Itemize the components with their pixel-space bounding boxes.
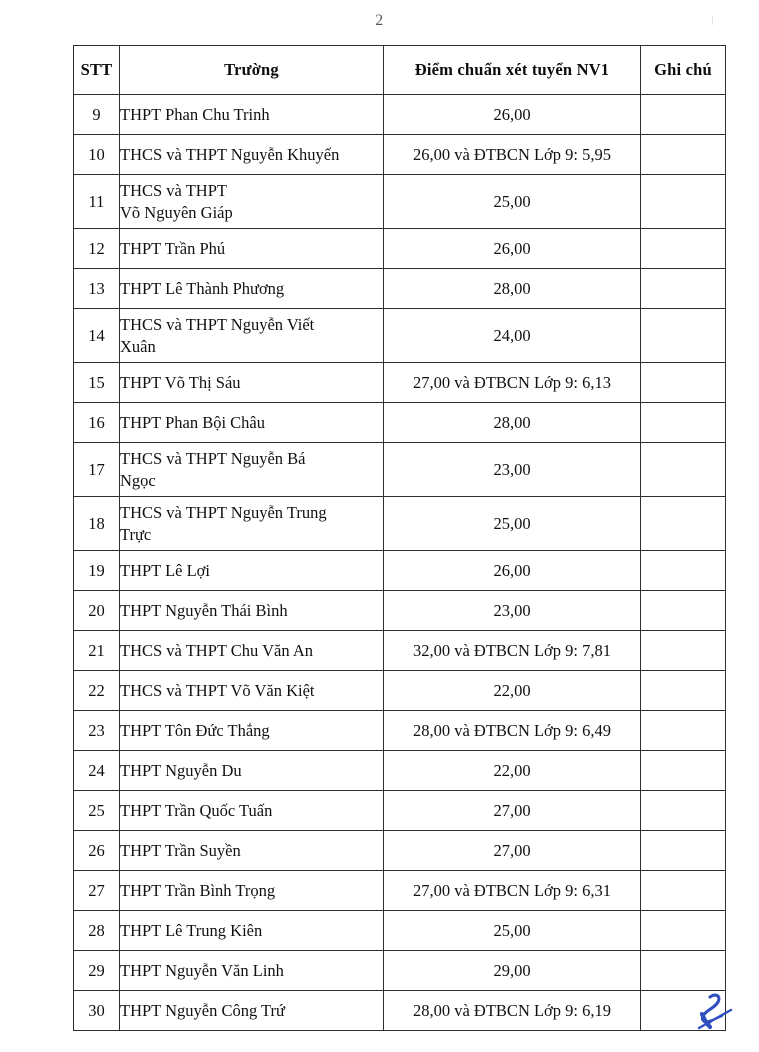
cell-score: 28,00 (384, 269, 641, 309)
table-row (74, 831, 726, 871)
cell-note (641, 951, 726, 991)
cell-school-name (120, 711, 384, 751)
cell-score: 24,00 (384, 309, 641, 363)
cell-school-name (120, 175, 384, 229)
table-row (74, 443, 726, 497)
cell-note (641, 751, 726, 791)
cell-score: 27,00 và ĐTBCN Lớp 9: 6,13 (384, 363, 641, 403)
table-row (74, 591, 726, 631)
table-row (74, 951, 726, 991)
school-name-line: THCS và THPT Nguyễn Khuyến (120, 144, 340, 164)
cell-stt: 26 (74, 831, 120, 871)
cell-school-name (120, 363, 384, 403)
cell-score: 28,00 và ĐTBCN Lớp 9: 6,49 (384, 711, 641, 751)
cell-score: 27,00 (384, 831, 641, 871)
cell-note (641, 175, 726, 229)
cell-note (641, 631, 726, 671)
table-row (74, 363, 726, 403)
cell-score: 22,00 (384, 751, 641, 791)
cell-score: 23,00 (384, 443, 641, 497)
cell-school-name (120, 403, 384, 443)
school-name-line: THPT Trần Bình Trọng (120, 880, 276, 900)
school-name-line: THCS và THPT Nguyễn Trung (120, 503, 327, 523)
table-header-row (74, 46, 726, 95)
page-number: 2 (375, 12, 384, 29)
school-name-line: THPT Phan Chu Trinh (120, 104, 270, 124)
cell-school-name (120, 871, 384, 911)
school-name-line: Ngọc (120, 470, 156, 490)
cell-school-name (120, 831, 384, 871)
cell-stt: 21 (74, 631, 120, 671)
school-name-line: THCS và THPT Chu Văn An (120, 640, 313, 660)
cell-score: 22,00 (384, 671, 641, 711)
table-row (74, 631, 726, 671)
cell-stt: 30 (74, 991, 120, 1031)
cell-note (641, 831, 726, 871)
cell-score: 26,00 (384, 95, 641, 135)
cell-school-name (120, 551, 384, 591)
column-header-stt: STT (74, 46, 120, 95)
cell-stt: 28 (74, 911, 120, 951)
cell-note (641, 135, 726, 175)
cell-stt: 22 (74, 671, 120, 711)
cell-stt: 25 (74, 791, 120, 831)
score-table-container (73, 45, 725, 1031)
school-name-line: THPT Phan Bội Châu (120, 412, 265, 432)
cell-note (641, 95, 726, 135)
cell-school-name (120, 631, 384, 671)
cell-stt: 23 (74, 711, 120, 751)
cell-score: 26,00 (384, 551, 641, 591)
school-name-line: THPT Nguyễn Văn Linh (120, 960, 284, 980)
school-name-line: THPT Võ Thị Sáu (120, 372, 241, 392)
cell-note (641, 671, 726, 711)
table-row (74, 229, 726, 269)
school-name-line: Trực (120, 524, 152, 544)
cell-school-name (120, 911, 384, 951)
cell-note (641, 229, 726, 269)
table-row (74, 403, 726, 443)
cell-note (641, 711, 726, 751)
cell-score: 25,00 (384, 175, 641, 229)
faint-ink-speck-icon (706, 14, 720, 28)
table-row (74, 711, 726, 751)
cell-note (641, 871, 726, 911)
cell-stt: 19 (74, 551, 120, 591)
cell-score: 28,00 (384, 403, 641, 443)
school-name-line: THPT Lê Lợi (120, 560, 210, 580)
cell-score: 28,00 và ĐTBCN Lớp 9: 6,19 (384, 991, 641, 1031)
column-header-score: Điểm chuẩn xét tuyển NV1 (384, 46, 641, 95)
school-name-line: Xuân (120, 336, 156, 356)
admission-score-table (73, 45, 726, 1031)
cell-stt: 17 (74, 443, 120, 497)
cell-stt: 16 (74, 403, 120, 443)
table-row (74, 991, 726, 1031)
cell-school-name (120, 269, 384, 309)
school-name-line: THPT Trần Phú (120, 238, 226, 258)
cell-school-name (120, 135, 384, 175)
cell-school-name (120, 671, 384, 711)
cell-note (641, 363, 726, 403)
table-row (74, 551, 726, 591)
table-row (74, 135, 726, 175)
cell-stt: 29 (74, 951, 120, 991)
cell-school-name (120, 229, 384, 269)
cell-stt: 18 (74, 497, 120, 551)
cell-school-name (120, 951, 384, 991)
school-name-line: THPT Nguyễn Thái Bình (120, 600, 288, 620)
cell-score: 23,00 (384, 591, 641, 631)
cell-stt: 12 (74, 229, 120, 269)
table-row (74, 871, 726, 911)
school-name-line: THCS và THPT Võ Văn Kiệt (120, 680, 315, 700)
cell-score: 29,00 (384, 951, 641, 991)
cell-stt: 14 (74, 309, 120, 363)
cell-stt: 13 (74, 269, 120, 309)
cell-school-name (120, 751, 384, 791)
cell-school-name (120, 95, 384, 135)
column-header-note: Ghi chú (641, 46, 726, 95)
cell-school-name (120, 497, 384, 551)
table-row (74, 911, 726, 951)
cell-note (641, 443, 726, 497)
cell-score: 25,00 (384, 911, 641, 951)
cell-school-name (120, 443, 384, 497)
school-name-line: THPT Nguyễn Du (120, 760, 242, 780)
school-name-line: THPT Trần Quốc Tuấn (120, 800, 273, 820)
cell-note (641, 269, 726, 309)
school-name-line: THCS và THPT Nguyễn Viết (120, 315, 315, 335)
cell-stt: 20 (74, 591, 120, 631)
cell-stt: 9 (74, 95, 120, 135)
table-row (74, 309, 726, 363)
cell-score: 32,00 và ĐTBCN Lớp 9: 7,81 (384, 631, 641, 671)
school-name-line: Võ Nguyên Giáp (120, 202, 233, 222)
cell-score: 26,00 và ĐTBCN Lớp 9: 5,95 (384, 135, 641, 175)
cell-school-name (120, 991, 384, 1031)
school-name-line: THPT Lê Thành Phương (120, 278, 285, 298)
cell-note (641, 497, 726, 551)
cell-note (641, 791, 726, 831)
cell-score: 25,00 (384, 497, 641, 551)
cell-stt: 24 (74, 751, 120, 791)
table-row (74, 95, 726, 135)
table-row (74, 497, 726, 551)
school-name-line: THCS và THPT Nguyễn Bá (120, 449, 306, 469)
table-row (74, 269, 726, 309)
cell-score: 27,00 và ĐTBCN Lớp 9: 6,31 (384, 871, 641, 911)
table-row (74, 751, 726, 791)
cell-school-name (120, 309, 384, 363)
table-row (74, 175, 726, 229)
cell-school-name (120, 791, 384, 831)
cell-stt: 15 (74, 363, 120, 403)
column-header-school: Trường (120, 46, 384, 95)
cell-stt: 11 (74, 175, 120, 229)
cell-note (641, 403, 726, 443)
cell-note (641, 911, 726, 951)
cell-note (641, 991, 726, 1031)
cell-school-name (120, 591, 384, 631)
school-name-line: THPT Tôn Đức Thắng (120, 720, 270, 740)
school-name-line: THPT Trần Suyền (120, 840, 241, 860)
table-body (74, 95, 726, 1031)
cell-score: 26,00 (384, 229, 641, 269)
school-name-line: THCS và THPT (120, 181, 227, 201)
cell-score: 27,00 (384, 791, 641, 831)
school-name-line: THPT Nguyễn Công Trứ (120, 1000, 285, 1020)
cell-stt: 27 (74, 871, 120, 911)
cell-note (641, 591, 726, 631)
school-name-line: THPT Lê Trung Kiên (120, 920, 263, 940)
cell-note (641, 551, 726, 591)
cell-note (641, 309, 726, 363)
table-row (74, 671, 726, 711)
table-row (74, 791, 726, 831)
cell-stt: 10 (74, 135, 120, 175)
